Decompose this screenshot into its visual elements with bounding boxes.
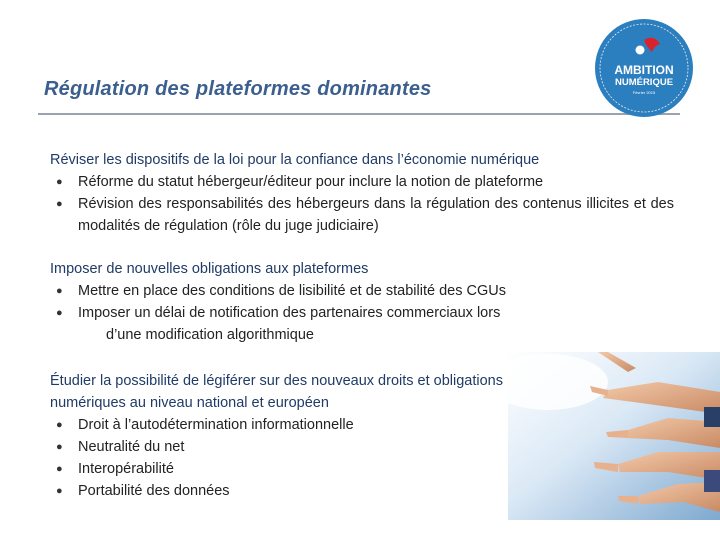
- title-divider: [38, 113, 680, 115]
- bullet-icon: ●: [56, 285, 63, 297]
- logo-text-line1: AMBITION: [614, 63, 674, 77]
- logo-date: Février 2015: [632, 90, 656, 95]
- section-heading: Réviser les dispositifs de la loi pour la confiance dans l’économie numérique: [50, 152, 540, 168]
- list-item: [50, 414, 510, 436]
- list-item: [50, 171, 674, 193]
- bullet-icon: ●: [56, 307, 63, 319]
- list-item: [50, 193, 674, 237]
- bullet-text: Révision des responsabilités des hébergeurs dans la régulation des contenus illicites et des modalités de régulation (rôle du juge judiciaire): [78, 196, 674, 234]
- list-item: [50, 480, 510, 502]
- list-item-continuation: d’une modification algorithmique: [106, 327, 314, 343]
- slide-title: Régulation des plateformes dominantes: [44, 78, 432, 100]
- bullet-text: Droit à l’autodétermination informationnelle: [78, 417, 354, 433]
- bullet-text: Neutralité du net: [78, 439, 185, 455]
- bullet-icon: ●: [56, 441, 63, 453]
- section-droits: [50, 370, 510, 502]
- bullet-icon: ●: [56, 176, 63, 188]
- bullet-text: Interopérabilité: [78, 461, 174, 477]
- bullet-list: [50, 171, 674, 237]
- bullet-text: Portabilité des données: [78, 483, 230, 499]
- section-heading: Imposer de nouvelles obligations aux plateformes: [50, 261, 369, 277]
- section-lcen: [50, 149, 674, 237]
- bullet-list: [50, 414, 510, 502]
- bullet-icon: ●: [56, 419, 63, 431]
- hands-pointing-photo: [508, 352, 720, 520]
- list-item: [50, 302, 610, 324]
- bullet-text: Imposer un délai de notification des partenaires commerciaux lors: [78, 305, 501, 321]
- bullet-text: Mettre en place des conditions de lisibilité et de stabilité des CGUs: [78, 283, 506, 299]
- list-item: [50, 280, 610, 302]
- list-item: [50, 436, 510, 458]
- bullet-text: Réforme du statut hébergeur/éditeur pour inclure la notion de plateforme: [78, 174, 544, 190]
- ambition-numerique-logo: [594, 18, 694, 118]
- bullet-icon: ●: [56, 463, 63, 475]
- section-obligations: [50, 258, 610, 346]
- bullet-icon: ●: [56, 198, 63, 210]
- bullet-icon: ●: [56, 485, 63, 497]
- bullet-list: [50, 280, 610, 346]
- section-heading: Étudier la possibilité de légiférer sur des nouveaux droits et obligations numériques au niveau national et européen: [50, 373, 503, 411]
- list-item: [50, 458, 510, 480]
- logo-text-line2: NUMÉRIQUE: [614, 77, 674, 88]
